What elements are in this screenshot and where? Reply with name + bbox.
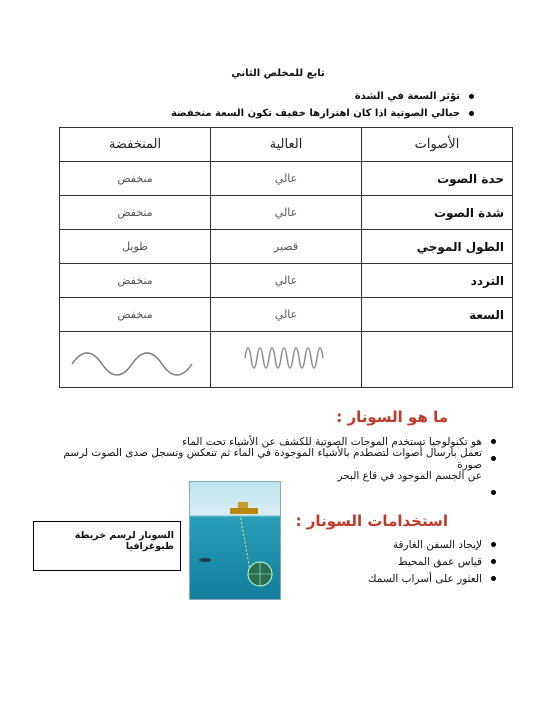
high-wave-cell (211, 332, 362, 388)
sonar-note-box: السونار لرسم خريطة طبوغرافيا (33, 521, 181, 571)
bullet-text: قياس عمق المحيط (397, 555, 482, 568)
cell-high: عالي (211, 162, 362, 196)
cell-high: عالي (211, 264, 362, 298)
sonar-ship-icon (190, 482, 280, 599)
high-frequency-wave-icon (241, 336, 331, 380)
table-row (60, 230, 513, 264)
cell-low: منخفض (60, 162, 211, 196)
list-item (246, 536, 496, 553)
cell-high: عالي (211, 298, 362, 332)
bullet-text: لإيجاد السفن الغارقة (392, 538, 482, 551)
top-bullet-list (54, 88, 474, 122)
bullet-icon (469, 111, 474, 116)
cell-low: منخفض (60, 264, 211, 298)
sound-properties-table (59, 127, 513, 388)
table-row (60, 162, 513, 196)
table-row (60, 264, 513, 298)
list-item (246, 570, 496, 587)
bullet-text: العثور على أسراب السمك (367, 572, 482, 585)
sonar-illustration (189, 481, 281, 600)
table-header-row (60, 128, 513, 162)
bullet-text: حبالي الصوتية اذا كان اهتزازها خفيف تكون السعة منخفضة (170, 108, 460, 119)
row-label: الطول الموجي (362, 230, 513, 264)
low-frequency-wave-icon (68, 338, 202, 378)
empty-cell (362, 332, 513, 388)
column-header-low: المنخفضة (60, 128, 211, 162)
bullet-text: هو تكنولوجيا تستخدم الموجات الصوتية للكشف عن الأشياء تحت الماء (182, 435, 482, 448)
bullet-icon (491, 576, 496, 581)
table-row (60, 298, 513, 332)
bullet-icon (491, 439, 496, 444)
list-item (54, 88, 474, 105)
bullet-icon (469, 94, 474, 99)
bullet-icon (491, 490, 496, 495)
cell-low: طويل (60, 230, 211, 264)
cell-high: عالي (211, 196, 362, 230)
sonar-heading: ما هو السونار : (336, 408, 448, 426)
row-label: التردد (362, 264, 513, 298)
list-item (246, 553, 496, 570)
bullet-continuation: عن الجسم الموجود في قاع البحر (337, 469, 482, 482)
list-item (54, 105, 474, 122)
table-row-waves (60, 332, 513, 388)
list-item (36, 446, 496, 471)
bullet-text: تؤثر السعة في الشدة (354, 91, 460, 102)
bullet-icon (491, 559, 496, 564)
cell-low: منخفض (60, 196, 211, 230)
row-label: السعة (362, 298, 513, 332)
cell-high: قصير (211, 230, 362, 264)
row-label: شدة الصوت (362, 196, 513, 230)
column-header-high: العالية (211, 128, 362, 162)
cell-low: منخفض (60, 298, 211, 332)
page-title: تابع للمخلص الثاني (231, 68, 325, 79)
row-label: حدة الصوت (362, 162, 513, 196)
bullet-icon (491, 542, 496, 547)
table-row (60, 196, 513, 230)
sonar-uses-list (246, 536, 496, 587)
column-header-sounds: الأصوات (362, 128, 513, 162)
sonar-uses-heading: استخدامات السونار : (295, 512, 448, 530)
bullet-icon (491, 456, 496, 461)
low-wave-cell (60, 332, 211, 388)
bullet-text: تعمل بارسال أصوات لتصطدم بالأشياء الموجودة في الماء ثم تنعكس وتسجل صدى الصوت لرسم صورة (63, 446, 482, 471)
